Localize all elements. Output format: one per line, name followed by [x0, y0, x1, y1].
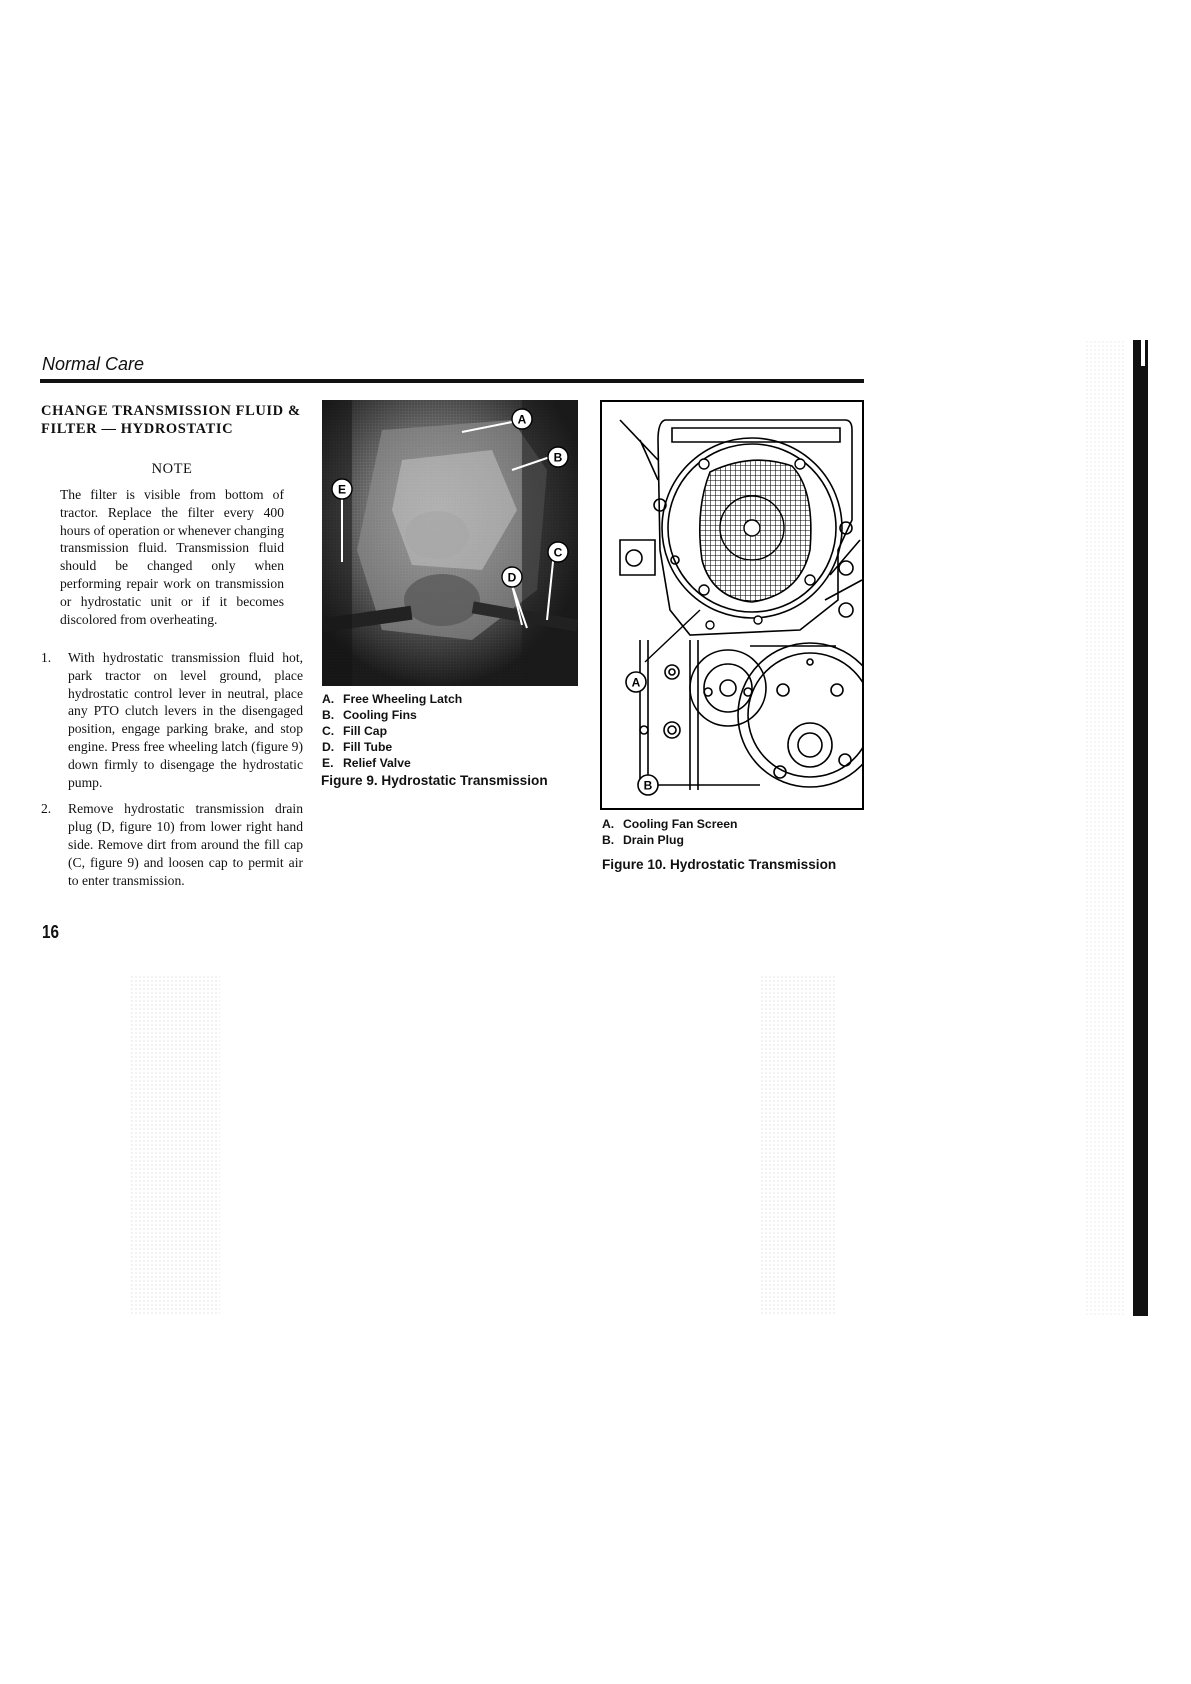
callout-label: C	[553, 545, 563, 560]
step-text: With hydrostatic transmission fluid hot, park tractor on level ground, place hydrostatic control lever in neutral, place any PTO clutch levers in the disengaged position, engage parking brake, and stop engine. Press free wheeling latch (figure 9) down firmly to disengage the hydrostatic pump.	[68, 650, 303, 790]
note-heading: NOTE	[151, 461, 193, 477]
legend-key: C.	[322, 724, 335, 738]
legend-key: A.	[602, 817, 615, 831]
figure-10-caption: Figure 10. Hydrostatic Transmission	[602, 857, 837, 872]
legend-item	[322, 691, 462, 707]
callout-label: D	[507, 570, 517, 585]
callout-label: B	[643, 778, 653, 793]
page-edge-notch	[1141, 338, 1145, 366]
legend-label: Fill Tube	[343, 740, 393, 754]
figure-9-caption: Figure 9. Hydrostatic Transmission	[321, 773, 548, 788]
section-title: CHANGE TRANSMISSION FLUID & FILTER — HYDROSTATIC	[41, 403, 301, 437]
legend-item	[602, 816, 737, 832]
step-number: 2.	[41, 801, 52, 817]
legend-label: Free Wheeling Latch	[343, 692, 463, 706]
step-text: Remove hydrostatic transmission drain plug (D, figure 10) from lower right hand side. Remove dirt from around the fill cap (C, figure 9) and loosen cap to permit air to enter transmission.	[68, 801, 303, 888]
procedure-step	[41, 649, 303, 791]
page-edge-bar	[1133, 340, 1148, 1316]
legend-key: D.	[322, 740, 335, 754]
legend-label: Cooling Fan Screen	[623, 817, 738, 831]
procedure-step	[41, 800, 303, 889]
procedure-steps	[41, 649, 303, 898]
legend-label: Cooling Fins	[343, 708, 417, 722]
legend-label: Relief Valve	[343, 756, 411, 770]
scan-noise	[130, 975, 220, 1315]
figure-10-drawing	[600, 400, 864, 810]
legend-item	[322, 723, 462, 739]
legend-item	[602, 832, 737, 848]
figure-9-legend	[322, 691, 462, 771]
step-number: 1.	[41, 650, 52, 665]
legend-key: B.	[602, 833, 615, 847]
page-number: 16	[42, 922, 60, 942]
legend-item	[322, 755, 462, 771]
callout-label: B	[553, 450, 563, 465]
legend-item	[322, 739, 462, 755]
callout-label: E	[337, 482, 347, 497]
legend-key: E.	[322, 756, 334, 770]
header-rule	[40, 379, 864, 383]
legend-key: A.	[322, 692, 335, 706]
scan-noise	[1085, 340, 1125, 1316]
scan-noise	[760, 975, 835, 1315]
running-header: Normal Care	[42, 354, 145, 374]
legend-label: Fill Cap	[343, 724, 388, 738]
legend-key: B.	[322, 708, 335, 722]
note-text: The filter is visible from bottom of tractor. Replace the filter every 400 hours of operation or whenever changing transmission fluid. Transmission fluid should be changed only when performing repair work on transmission or hydrostatic unit or if it becomes discolored from overheating.	[60, 487, 284, 627]
callout-label: A	[517, 412, 527, 427]
figure-9-photo	[322, 400, 578, 686]
figure-10-legend	[602, 816, 737, 848]
legend-item	[322, 707, 462, 723]
callout-label: A	[631, 675, 641, 690]
legend-label: Drain Plug	[623, 833, 684, 847]
